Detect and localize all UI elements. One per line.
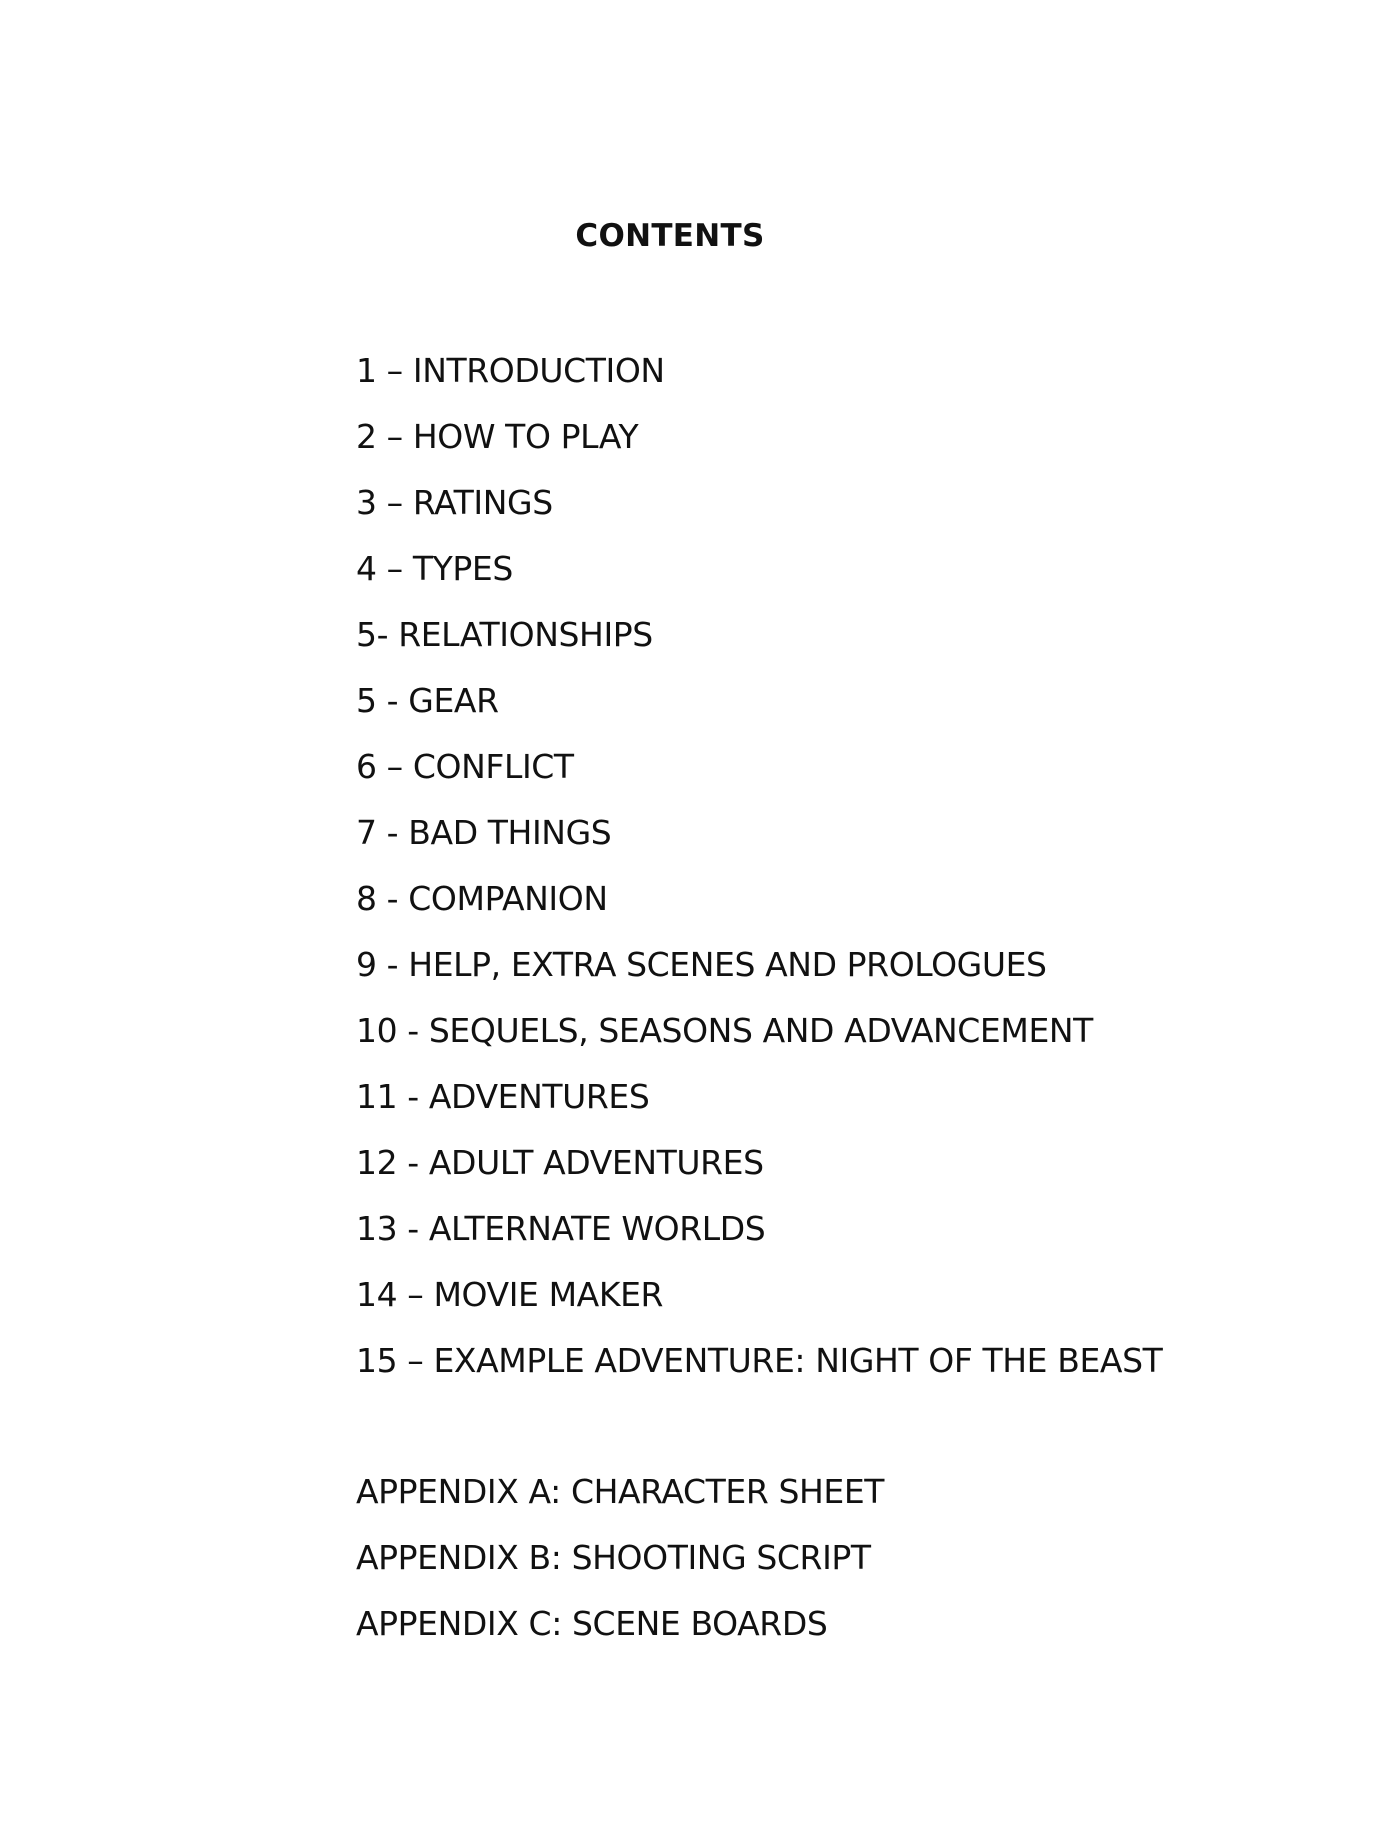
- toc-entry: 10 - SEQUELS, SEASONS AND ADVANCEMENT: [356, 1011, 1093, 1050]
- toc-entry: 15 – EXAMPLE ADVENTURE: NIGHT OF THE BEAST: [356, 1341, 1163, 1380]
- toc-entry: 7 - BAD THINGS: [356, 813, 612, 852]
- appendix-list: [356, 1466, 884, 1664]
- appendix-entry: APPENDIX B: SHOOTING SCRIPT: [356, 1538, 871, 1577]
- toc-entry: 3 – RATINGS: [356, 483, 553, 522]
- toc-entry: 1 – INTRODUCTION: [356, 351, 665, 390]
- appendix-entry: APPENDIX A: CHARACTER SHEET: [356, 1472, 885, 1511]
- toc-entry: 4 – TYPES: [356, 549, 513, 588]
- toc-entry: 12 - ADULT ADVENTURES: [356, 1143, 764, 1182]
- toc-entry: 11 - ADVENTURES: [356, 1077, 650, 1116]
- toc-entry: 13 - ALTERNATE WORLDS: [356, 1209, 766, 1248]
- appendix-entry: APPENDIX C: SCENE BOARDS: [356, 1604, 828, 1643]
- toc-entry: 5 - GEAR: [356, 681, 499, 720]
- toc-entry: 9 - HELP, EXTRA SCENES AND PROLOGUES: [356, 945, 1047, 984]
- toc-entry: 14 – MOVIE MAKER: [356, 1275, 664, 1314]
- page-title: CONTENTS: [575, 218, 765, 254]
- toc-entry: 8 - COMPANION: [356, 879, 608, 918]
- chapter-list: [356, 345, 1162, 1401]
- toc-entry: 2 – HOW TO PLAY: [356, 417, 639, 456]
- toc-entry: 6 – CONFLICT: [356, 747, 574, 786]
- toc-entry: 5- RELATIONSHIPS: [356, 615, 653, 654]
